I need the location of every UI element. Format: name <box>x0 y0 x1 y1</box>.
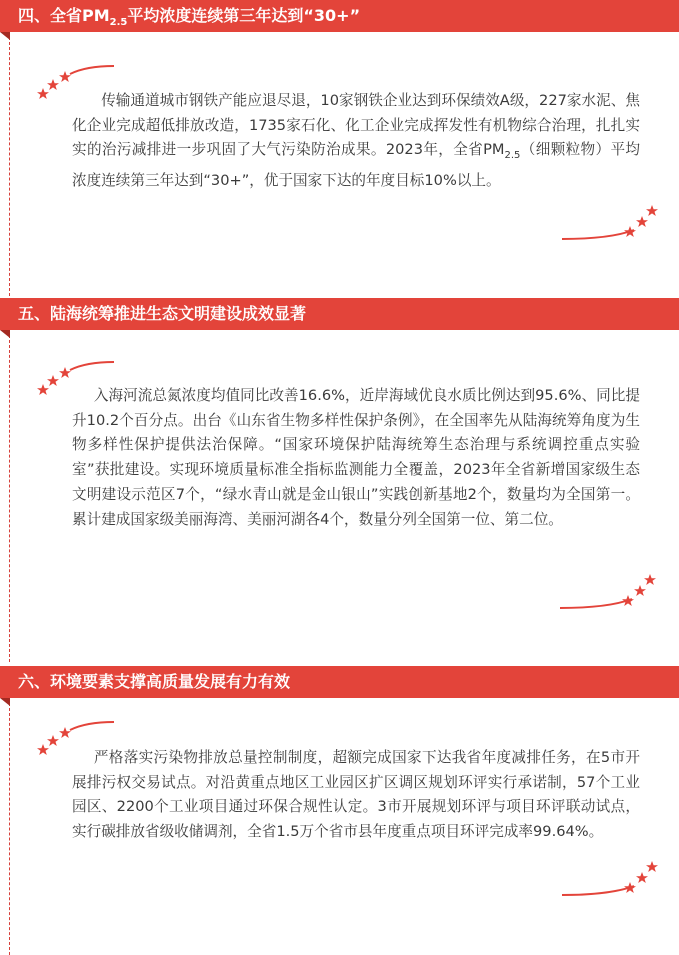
ribbon-fold <box>0 32 10 40</box>
ribbon-fold <box>0 698 10 706</box>
star-icon <box>636 872 648 883</box>
section-heading: 四、全省$PM_{2.5}$平均浓度连续第三年达到“30+” <box>0 0 679 32</box>
star-icon <box>644 574 656 585</box>
star-icon <box>47 79 59 90</box>
star-icon <box>624 882 636 893</box>
divider-line <box>9 32 10 296</box>
star-icon <box>59 71 71 82</box>
section-heading: 五、陆海统筹推进生态文明建设成效显著 <box>0 298 679 330</box>
star-icon <box>37 744 49 755</box>
star-icon <box>622 595 634 606</box>
star-icon <box>37 384 49 395</box>
ribbon-fold <box>0 330 10 338</box>
divider-line <box>9 698 10 955</box>
star-icon <box>634 585 646 596</box>
star-icon <box>624 226 636 237</box>
star-icon <box>59 727 71 738</box>
star-icon <box>37 88 49 99</box>
divider-line <box>9 330 10 662</box>
star-arc-decoration <box>560 852 660 900</box>
section-paragraph: 入海河流总氮浓度均值同比改善16.6%，近岸海域优良水质比例达到95.6%、同比提升10.2个百分点。出台《山东省生物多样性保护条例》，在全国率先从陆海统筹角度为生物多样性保护提供法治保障。“国家环境保护陆海统筹生态治理与系统调控重点实验室”获批建设。实现环境质量标准全指标监测能力全覆盖，2023年全省新增国家级生态文明建设示范区7个，“绿水青山就是金山银山”实践创新基地2个，数量均为全国第一。累计建成国家级美丽海湾、美丽河湖各4个，数量分列全国第一位、第二位。 <box>72 387 640 528</box>
section-heading: 六、环境要素支撑高质量发展有力有效 <box>0 666 679 698</box>
star-icon <box>636 216 648 227</box>
star-icon <box>646 861 658 872</box>
star-icon <box>47 735 59 746</box>
star-icon <box>646 205 658 216</box>
star-icon <box>59 367 71 378</box>
section-paragraph: 传输通道城市钢铁产能应退尽退，10家钢铁企业达到环保绩效A级，227家水泥、焦化企业完成超低排放改造，1735家石化、化工企业完成挥发性有机物综合治理，扎扎实实的治污减排进一步巩固了大气污染防治成果。2023年，全省$PM_{2.5}$（细颗粒物）平均浓度连续第三年达到“30+”，优于国家下达的年度目标10%以上。 <box>72 92 640 190</box>
star-arc-decoration <box>556 565 660 613</box>
section-paragraph: 严格落实污染物排放总量控制制度，超额完成国家下达我省年度减排任务，在5市开展排污权交易试点。对沿黄重点地区工业园区扩区调区规划环评实行承诺制，57个工业园区、2200个工业项目通过环保合规性认定。3市开展规划环评与项目环评联动试点，实行碳排放省级收储调剂，全省1.5万个省市县年度重点项目环评完成率99.64%。 <box>72 749 640 841</box>
star-icon <box>47 375 59 386</box>
star-arc-decoration <box>560 196 660 244</box>
